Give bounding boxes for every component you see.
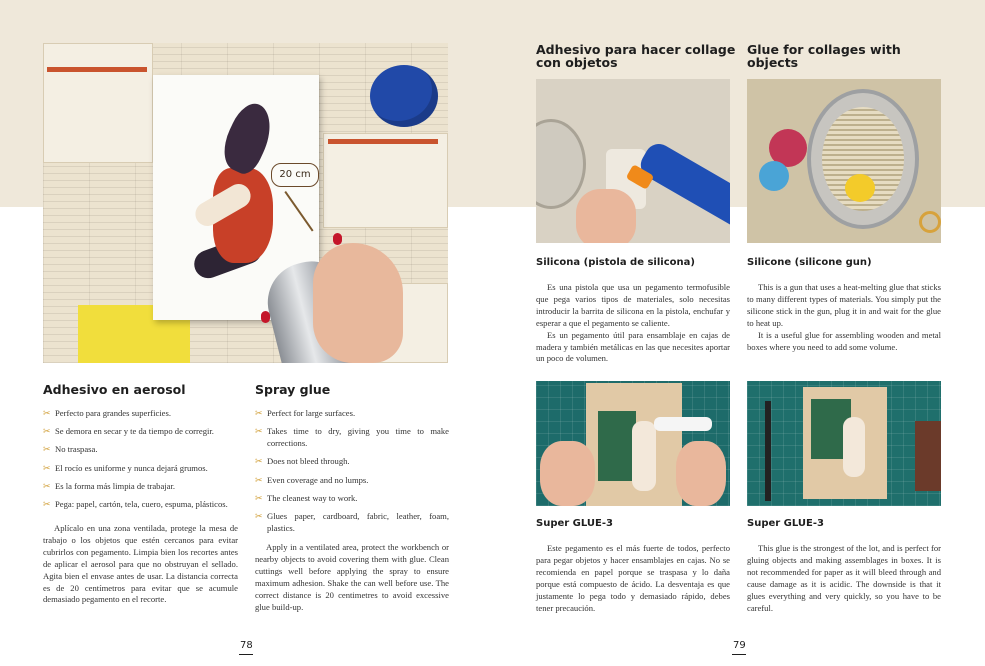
spray-bullets-es bbox=[43, 408, 238, 517]
superglue-text-es: Este pegamento es el más fuerte de todos, perfecto para pegar objetos y hacer ensamblajes en cajas. No se recomienda en papel porque se traspasa y lo daña porque está compuesto de ácido. La desventaja es que justamente lo pega todo y demasiado rápido, debes tener precaución. bbox=[536, 543, 730, 613]
silicone-text-en: This is a gun that uses a heat-melting glue that sticks to many different types of materials. You simply put the silicone stick in the gun, plug it in and wait for the glue to heat up. It is a useful glue for assembling wooden and metal boxes where you need to add some volume. bbox=[747, 282, 941, 352]
superglue-title-es: Super GLUE-3 bbox=[536, 518, 613, 529]
newspaper-clipping bbox=[43, 43, 153, 163]
craft-knife bbox=[765, 401, 771, 501]
scissors-icon: ✂ bbox=[43, 462, 51, 473]
superglue-text-en: This glue is the strongest of the lot, and is perfect for gluing objects and making assemblages in boxes. It is not recommended for paper as it will bleed through and cause damage as it is acidic. The downside is that it glues everything and very quickly, so you have to be careful. bbox=[747, 543, 941, 613]
scissors-icon: ✂ bbox=[255, 456, 263, 467]
silicone-text-es: Es una pistola que usa un pegamento termofusible que pega varios tipos de materiales, solo necesitas introducir la barrita de silicona en la pistola, enchufar y esperar a que el pegamento se caliente. Es un pegamento útil para ensamblaje en cajas de madera y también metálicas en las que necesites aportar un poco de volumen. bbox=[536, 282, 730, 364]
scissors-icon: ✂ bbox=[43, 480, 51, 491]
fingernail bbox=[333, 233, 342, 245]
distance-label: 20 cm bbox=[271, 163, 319, 187]
spray-can-lid bbox=[370, 65, 438, 127]
list-item: ✂ No traspasa. bbox=[43, 444, 98, 455]
list-item: ✂ The cleanest way to work. bbox=[255, 492, 358, 503]
spray-bullets-en bbox=[255, 408, 449, 541]
hand bbox=[576, 189, 636, 243]
list-item: ✂ Does not bleed through. bbox=[255, 456, 350, 467]
fingernail bbox=[261, 311, 270, 323]
silicone-title-en: Silicone (silicone gun) bbox=[747, 257, 872, 268]
list-item: ✂ El rocío es uniforme y nunca dejará grumos. bbox=[43, 462, 208, 473]
scissors-icon: ✂ bbox=[43, 408, 51, 418]
spray-paragraph-en: Apply in a ventilated area, protect the workbench or nearby objects to avoid covering them with glue. Clean cuttings well before applying the spray to ensure maximum adhesion. Shake the can well before use. The correct distance is 20 centimetres to avoid excessive glue build-up. bbox=[255, 542, 449, 612]
scissors-icon: ✂ bbox=[43, 426, 51, 437]
superglue-photo-en bbox=[747, 381, 941, 506]
scissors-icon: ✂ bbox=[43, 499, 51, 510]
page-number-left: 78 bbox=[240, 640, 253, 651]
gold-ring bbox=[919, 211, 941, 233]
collage-tin-photo bbox=[747, 79, 941, 243]
scissors-icon: ✂ bbox=[43, 444, 51, 455]
list-item: ✂ Perfect for large surfaces. bbox=[255, 408, 356, 418]
glue-tube bbox=[654, 417, 712, 431]
page-divider bbox=[239, 654, 253, 655]
scissors-icon: ✂ bbox=[255, 492, 263, 503]
scissors-icon: ✂ bbox=[255, 510, 263, 521]
metal-tin bbox=[536, 119, 586, 209]
scissors-icon: ✂ bbox=[255, 474, 263, 485]
hand bbox=[540, 441, 595, 506]
list-item: ✂ Takes time to dry, giving you time to make corrections. bbox=[255, 426, 449, 449]
yellow-flower bbox=[845, 174, 875, 202]
paper-figure bbox=[632, 421, 656, 491]
silicone-title-es: Silicona (pistola de silicona) bbox=[536, 257, 695, 268]
scissors-icon: ✂ bbox=[255, 426, 263, 437]
spray-title-es: Adhesivo en aerosol bbox=[43, 382, 186, 397]
scissors-icon: ✂ bbox=[255, 408, 263, 418]
list-item: ✂ Se demora en secar y te da tiempo de corregir. bbox=[43, 426, 214, 437]
paper-figure bbox=[843, 417, 865, 477]
list-item: ✂ Perfecto para grandes superficies. bbox=[43, 408, 171, 418]
wood-piece bbox=[915, 421, 941, 491]
list-item: ✂ Glues paper, cardboard, fabric, leather, foam, plastics. bbox=[255, 510, 449, 533]
list-item: ✂ Even coverage and no lumps. bbox=[255, 474, 369, 485]
superglue-title-en: Super GLUE-3 bbox=[747, 518, 824, 529]
circuit-board bbox=[598, 411, 636, 481]
spray-paragraph-es: Aplícalo en una zona ventilada, protege la mesa de trabajo o los objetos que estén cercanos para evitar cubrirlos con pegamento. Limpia bien los recortes antes de aplicar el aerosol para que no obstruyan el sellado. Agita bien el envase antes de usar. La distancia correcta es de 20 centímetros para evitar que se acumule demasiado pegamento en el recorte. bbox=[43, 523, 238, 605]
spray-title-en: Spray glue bbox=[255, 382, 331, 397]
page-divider bbox=[732, 654, 746, 655]
collage-title-es: Adhesivo para hacer collage con objetos bbox=[536, 42, 736, 70]
superglue-photo-es bbox=[536, 381, 730, 506]
newspaper-red-stripe bbox=[328, 139, 438, 144]
page-number-right: 79 bbox=[733, 640, 746, 651]
newspaper-red-stripe bbox=[47, 67, 147, 72]
hand bbox=[676, 441, 726, 506]
silicone-gun-photo bbox=[536, 79, 730, 243]
spray-glue-photo bbox=[43, 43, 448, 363]
glue-gun bbox=[636, 139, 730, 235]
newspaper-clipping bbox=[323, 133, 448, 228]
blue-flower bbox=[759, 161, 789, 191]
collage-title-en: Glue for collages with objects bbox=[747, 42, 901, 70]
list-item: ✂ Es la forma más limpia de trabajar. bbox=[43, 480, 176, 491]
list-item: ✂ Pega: papel, cartón, tela, cuero, espuma, plásticos. bbox=[43, 499, 228, 510]
hand bbox=[313, 243, 403, 363]
